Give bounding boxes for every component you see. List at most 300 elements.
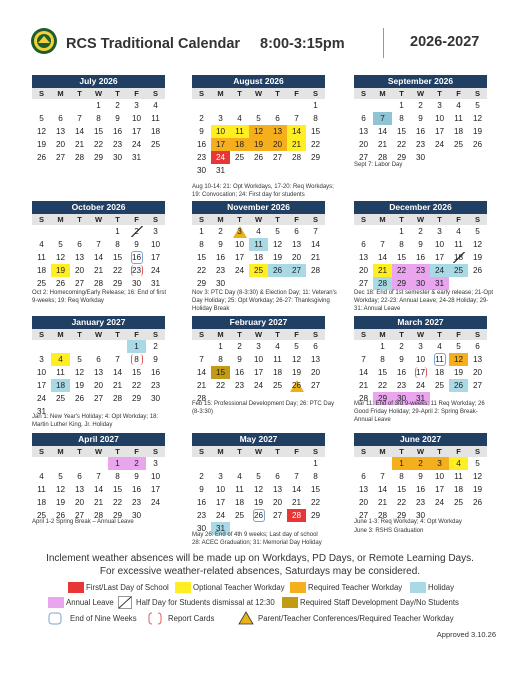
day-number: 17 — [215, 140, 226, 149]
week-row — [192, 225, 325, 238]
week-row — [192, 251, 325, 264]
weekday-label: F — [287, 214, 306, 225]
day-cell — [468, 340, 487, 353]
day-cell — [32, 264, 51, 277]
day-cell — [354, 366, 373, 379]
day-number: 24 — [215, 511, 226, 520]
day-number: 21 — [377, 266, 388, 275]
empty-cell — [89, 340, 108, 353]
day-number: 11 — [37, 253, 46, 262]
day-cell — [468, 238, 487, 251]
day-cell — [392, 125, 411, 138]
day-number: 6 — [275, 114, 280, 123]
day-cell — [108, 99, 127, 112]
day-cell — [268, 366, 287, 379]
day-cell — [127, 264, 146, 277]
month-header: October 2026 — [32, 201, 165, 214]
day-number: 29 — [396, 153, 407, 162]
day-cell — [211, 496, 230, 509]
day-number: 28 — [358, 394, 369, 403]
day-number: 27 — [358, 153, 369, 162]
month-calendar — [192, 433, 325, 535]
day-number: 2 — [418, 227, 423, 236]
page-title: RCS Traditional Calendar — [66, 36, 241, 52]
day-cell — [268, 225, 287, 238]
day-cell — [230, 470, 249, 483]
day-number: 15 — [310, 127, 321, 136]
day-number: 9 — [237, 355, 242, 364]
day-cell — [392, 225, 411, 238]
day-number: 2 — [418, 101, 423, 110]
day-cell — [411, 353, 430, 366]
day-cell — [211, 483, 230, 496]
day-cell — [192, 509, 211, 522]
weekday-label: M — [51, 329, 70, 340]
day-cell — [373, 366, 392, 379]
day-cell — [146, 125, 165, 138]
day-number: 16 — [150, 368, 161, 377]
day-number: 28 — [93, 279, 104, 288]
day-cell — [430, 496, 449, 509]
empty-cell — [211, 457, 230, 470]
day-number: 21 — [358, 381, 369, 390]
day-cell — [249, 264, 268, 277]
weekday-label: M — [373, 214, 392, 225]
legend-staff-dev-swatch — [282, 597, 298, 608]
legend-report-cards: Report Cards — [168, 614, 215, 623]
may-notes-2: 28: ACEC Graduation; 31: Memorial Day Holiday — [192, 540, 322, 546]
day-number: 16 — [131, 253, 142, 262]
day-cell — [230, 138, 249, 151]
month-header: June 2027 — [354, 433, 487, 446]
legend-first-last: First/Last Day of School — [86, 583, 169, 592]
day-number: 5 — [39, 114, 44, 123]
day-cell — [146, 392, 165, 405]
day-number: 11 — [454, 240, 463, 249]
week-row — [354, 353, 487, 366]
day-cell — [468, 457, 487, 470]
day-cell — [373, 112, 392, 125]
day-cell — [146, 496, 165, 509]
day-cell — [192, 112, 211, 125]
day-cell — [249, 496, 268, 509]
day-cell — [192, 138, 211, 151]
day-cell — [230, 151, 249, 164]
day-number: 24 — [434, 266, 445, 275]
weekday-label: F — [287, 446, 306, 457]
day-number: 31 — [150, 279, 161, 288]
empty-cell — [373, 99, 392, 112]
day-number: 9 — [134, 472, 139, 481]
day-number: 23 — [196, 511, 207, 520]
day-number: 16 — [415, 253, 426, 262]
nine-weeks-bracket-icon — [48, 612, 62, 625]
day-number: 15 — [377, 368, 388, 377]
may-notes: May 26: End of 4th 9 weeks; Last day of school — [192, 532, 318, 538]
empty-cell — [32, 457, 51, 470]
week-row — [192, 353, 325, 366]
day-number: 30 — [196, 524, 207, 533]
day-cell — [306, 99, 325, 112]
day-cell — [51, 112, 70, 125]
day-number: 3 — [134, 101, 139, 110]
day-cell — [127, 470, 146, 483]
weekday-label: W — [249, 446, 268, 457]
day-number: 19 — [291, 368, 302, 377]
day-cell — [108, 112, 127, 125]
day-number: 16 — [112, 127, 123, 136]
empty-cell — [70, 99, 89, 112]
day-number: 16 — [131, 485, 142, 494]
approval-date: Approved 3.10.26 — [436, 630, 496, 639]
empty-cell — [354, 225, 373, 238]
day-number: 5 — [475, 227, 480, 236]
day-number: 19 — [272, 253, 283, 262]
day-cell — [287, 366, 306, 379]
day-cell — [89, 138, 108, 151]
day-cell — [51, 496, 70, 509]
day-number: 10 — [215, 485, 226, 494]
day-cell — [108, 496, 127, 509]
empty-cell — [146, 151, 165, 164]
day-number: 23 — [196, 153, 207, 162]
day-number: 25 — [150, 140, 161, 149]
week-row — [354, 496, 487, 509]
day-cell — [287, 138, 306, 151]
day-number: 3 — [153, 459, 158, 468]
day-number: 9 — [153, 355, 158, 364]
day-cell — [230, 379, 249, 392]
day-cell — [468, 125, 487, 138]
day-number: 19 — [74, 381, 85, 390]
day-cell — [392, 112, 411, 125]
day-number: 23 — [131, 498, 142, 507]
weekday-label: M — [51, 446, 70, 457]
day-number: 19 — [453, 368, 464, 377]
week-row — [32, 483, 165, 496]
day-number: 15 — [396, 253, 407, 262]
day-cell — [268, 509, 287, 522]
day-cell — [268, 238, 287, 251]
weekday-label: S — [306, 329, 325, 340]
day-cell — [249, 509, 268, 522]
week-row — [32, 225, 165, 238]
day-cell — [430, 225, 449, 238]
week-row — [32, 470, 165, 483]
day-number: 10 — [150, 240, 161, 249]
day-number: 27 — [310, 381, 321, 390]
day-number: 7 — [380, 472, 385, 481]
weekday-label: T — [70, 446, 89, 457]
month-calendar — [32, 201, 165, 290]
week-row — [192, 509, 325, 522]
day-cell — [108, 366, 127, 379]
day-number: 29 — [93, 153, 104, 162]
day-cell — [411, 99, 430, 112]
day-number: 18 — [453, 127, 464, 136]
august-notes: Aug 10-14: 21: Opt Workdays, 17-20: Req Workdays; 19: Convocation; 24: First day for students — [192, 184, 334, 198]
day-cell — [146, 112, 165, 125]
day-cell — [268, 379, 287, 392]
day-number: 19 — [472, 485, 483, 494]
day-number: 16 — [415, 127, 426, 136]
day-number: 23 — [131, 266, 142, 275]
day-cell — [211, 366, 230, 379]
month-calendar — [192, 201, 325, 290]
week-row — [192, 164, 325, 177]
weekday-label: S — [468, 214, 487, 225]
day-number: 20 — [93, 381, 104, 390]
day-cell — [89, 496, 108, 509]
weekday-label: W — [411, 88, 430, 99]
week-row — [192, 125, 325, 138]
weekday-label: T — [70, 329, 89, 340]
day-cell — [127, 125, 146, 138]
day-number: 14 — [112, 368, 123, 377]
day-cell — [373, 379, 392, 392]
day-cell — [306, 264, 325, 277]
day-cell — [192, 251, 211, 264]
day-cell — [230, 340, 249, 353]
week-row — [354, 112, 487, 125]
day-number: 22 — [93, 140, 104, 149]
day-cell — [89, 353, 108, 366]
day-cell — [373, 340, 392, 353]
weekday-label: S — [146, 446, 165, 457]
weekday-label: F — [449, 88, 468, 99]
day-number: 22 — [396, 498, 407, 507]
day-cell — [306, 151, 325, 164]
month-calendar — [32, 75, 165, 164]
empty-cell — [51, 99, 70, 112]
day-number: 4 — [237, 114, 242, 123]
day-number: 23 — [234, 381, 245, 390]
day-cell — [287, 238, 306, 251]
district-seal-icon — [30, 27, 58, 55]
day-cell — [268, 470, 287, 483]
day-cell — [211, 470, 230, 483]
day-number: 29 — [396, 279, 407, 288]
day-number: 28 — [310, 266, 321, 275]
day-cell — [146, 483, 165, 496]
month-calendar — [354, 433, 487, 522]
day-number: 10 — [150, 472, 161, 481]
day-cell — [411, 138, 430, 151]
day-number: 25 — [36, 511, 47, 520]
day-cell — [430, 366, 449, 379]
day-number: 30 — [415, 511, 426, 520]
day-number: 17 — [234, 253, 245, 262]
day-cell — [392, 483, 411, 496]
day-number: 8 — [218, 355, 223, 364]
day-cell — [51, 353, 70, 366]
day-cell — [306, 457, 325, 470]
day-number: 1 — [399, 227, 404, 236]
day-number: 6 — [77, 240, 82, 249]
day-number: 15 — [196, 253, 207, 262]
week-row — [354, 264, 487, 277]
weekday-label: M — [51, 88, 70, 99]
day-cell — [268, 483, 287, 496]
empty-cell — [192, 340, 211, 353]
weekday-label: S — [468, 329, 487, 340]
day-cell — [108, 151, 127, 164]
day-number: 26 — [253, 153, 264, 162]
day-number: 16 — [215, 253, 226, 262]
day-cell — [89, 392, 108, 405]
day-cell — [108, 251, 127, 264]
week-row — [354, 251, 487, 264]
empty-cell — [51, 457, 70, 470]
day-number: 1 — [134, 342, 139, 351]
day-cell — [230, 496, 249, 509]
day-number: 15 — [112, 253, 123, 262]
day-cell — [192, 470, 211, 483]
day-number: 3 — [153, 227, 158, 236]
weekday-label: S — [146, 214, 165, 225]
day-number: 7 — [96, 472, 101, 481]
weekday-label: S — [32, 446, 51, 457]
weekday-label: M — [373, 446, 392, 457]
legend-staff-dev: Required Staff Development Day/No Students — [300, 598, 459, 607]
day-number: 24 — [150, 266, 161, 275]
week-row — [192, 138, 325, 151]
day-cell — [249, 353, 268, 366]
day-cell — [287, 151, 306, 164]
month-header: December 2026 — [354, 201, 487, 214]
day-cell — [306, 138, 325, 151]
day-cell — [32, 392, 51, 405]
day-cell — [354, 470, 373, 483]
day-number: 31 — [131, 153, 142, 162]
day-cell — [249, 379, 268, 392]
weekday-label: W — [411, 214, 430, 225]
week-row — [354, 138, 487, 151]
day-cell — [287, 379, 306, 392]
day-number: 20 — [291, 253, 302, 262]
legend-nine-weeks: End of Nine Weeks — [70, 614, 137, 623]
empty-cell — [108, 340, 127, 353]
weekday-label: T — [430, 329, 449, 340]
empty-cell — [32, 340, 51, 353]
month-grid — [354, 88, 487, 164]
month-grid — [32, 88, 165, 164]
week-row — [32, 353, 165, 366]
day-number: 18 — [253, 253, 264, 262]
day-number: 8 — [313, 472, 318, 481]
day-number: 19 — [253, 140, 264, 149]
day-number: 5 — [58, 472, 63, 481]
day-cell — [430, 457, 449, 470]
day-number: 30 — [131, 279, 142, 288]
day-number: 8 — [313, 114, 318, 123]
day-number: 9 — [115, 114, 120, 123]
day-cell — [127, 483, 146, 496]
weekday-label: S — [32, 88, 51, 99]
day-cell — [230, 225, 249, 238]
day-number: 26 — [74, 394, 85, 403]
month-header: March 2027 — [354, 316, 487, 329]
day-cell — [89, 238, 108, 251]
weekday-label: M — [51, 214, 70, 225]
day-cell — [249, 112, 268, 125]
day-cell — [354, 353, 373, 366]
empty-cell — [268, 164, 287, 177]
weekday-label: T — [392, 329, 411, 340]
day-number: 5 — [256, 114, 261, 123]
day-number: 10 — [131, 114, 142, 123]
day-number: 26 — [253, 511, 264, 520]
weekday-label: F — [287, 88, 306, 99]
day-number: 22 — [310, 498, 321, 507]
day-number: 12 — [36, 127, 47, 136]
day-cell — [192, 164, 211, 177]
day-number: 18 — [234, 498, 245, 507]
week-row — [192, 483, 325, 496]
day-number: 22 — [396, 140, 407, 149]
day-cell — [249, 225, 268, 238]
month-calendar — [192, 75, 325, 177]
day-number: 25 — [55, 394, 66, 403]
day-cell — [392, 496, 411, 509]
day-cell — [354, 496, 373, 509]
day-number: 26 — [36, 153, 47, 162]
day-cell — [268, 125, 287, 138]
day-cell — [249, 151, 268, 164]
day-cell — [127, 251, 146, 264]
day-number: 2 — [199, 114, 204, 123]
day-number: 3 — [256, 342, 261, 351]
day-cell — [306, 509, 325, 522]
day-number: 26 — [272, 266, 283, 275]
day-number: 28 — [377, 511, 388, 520]
day-cell — [306, 353, 325, 366]
empty-cell — [249, 164, 268, 177]
day-number: 14 — [377, 253, 388, 262]
day-cell — [70, 470, 89, 483]
day-cell — [392, 379, 411, 392]
day-cell — [108, 353, 127, 366]
day-cell — [230, 366, 249, 379]
day-cell — [108, 125, 127, 138]
day-cell — [354, 112, 373, 125]
weekday-label: T — [108, 446, 127, 457]
day-cell — [430, 340, 449, 353]
day-cell — [32, 496, 51, 509]
day-number: 6 — [361, 472, 366, 481]
weekday-label: W — [249, 329, 268, 340]
day-cell — [32, 251, 51, 264]
day-number: 2 — [153, 342, 158, 351]
day-number: 26 — [472, 266, 483, 275]
day-number: 2 — [237, 342, 242, 351]
day-cell — [411, 225, 430, 238]
day-cell — [468, 353, 487, 366]
week-row — [32, 251, 165, 264]
weekday-label: T — [70, 88, 89, 99]
day-number: 29 — [310, 153, 321, 162]
week-row — [354, 457, 487, 470]
day-cell — [449, 496, 468, 509]
day-number: 1 — [313, 459, 318, 468]
day-cell — [354, 379, 373, 392]
empty-cell — [211, 99, 230, 112]
weekday-label: S — [468, 88, 487, 99]
day-cell — [354, 483, 373, 496]
day-number: 28 — [377, 279, 388, 288]
day-number: 4 — [153, 101, 158, 110]
day-number: 21 — [112, 381, 123, 390]
